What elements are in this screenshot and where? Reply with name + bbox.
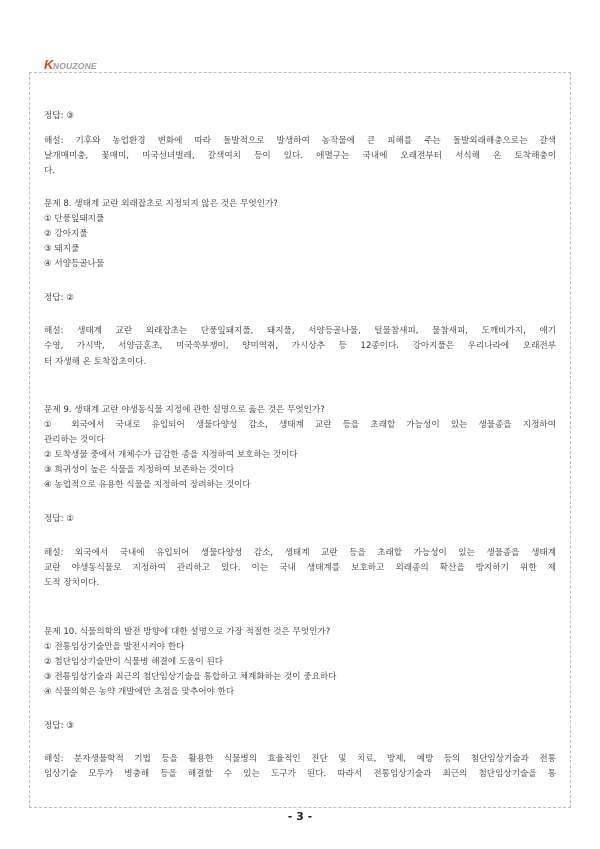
text-line: ③ 돼지풀 <box>44 244 80 254</box>
text-line: ① 단풍잎돼지풀 <box>44 214 105 224</box>
text-line: 교란 야생동식물로 지정하여 관리하고 있다. 이는 국내 생태계를 보호하고 외래종의 확산을 방지하기 위한 제 <box>44 563 556 573</box>
text-line: ④ 식물의학은 농약 개발에만 초점을 맞추어야 한다 <box>44 687 235 697</box>
text-line: ③ 희귀성이 높은 식물을 지정하여 보존하는 것이다 <box>44 465 235 475</box>
text-line: 터 자생해 온 토착잡초이다. <box>44 357 147 367</box>
text-line: 정답: ② <box>44 293 74 303</box>
text-line: 문제 8. 생태계 교란 외래잡초로 지정되지 않은 것은 무엇인가? <box>44 199 278 209</box>
text-line: 날개매미충, 꽃매미, 미국선녀벌레, 갈색여치 등이 있다. 애멸구는 국내에 오래전부터 서식해 온 토착해충이 <box>44 151 556 161</box>
text-line: 해설: 생태계 교란 외래잡초는 단풍잎돼지풀, 돼지풀, 서양등골나물, 털물참새피, 물참새피, 도깨비가지, 애기 <box>44 326 556 336</box>
text-line: ① 외국에서 국내로 유입되어 생물다양성 감소, 생태계 교란 등을 초래할 가능성이 있는 생물종을 지정하여 <box>44 420 556 430</box>
text-line: ② 토착생물 중에서 개체수가 급감한 종을 지정하여 보호하는 것이다 <box>44 450 298 460</box>
logo-wordmark: NOUZONE <box>52 61 97 71</box>
text-line: 해설: 기후와 농업환경 변화에 따라 돌발적으로 발생하여 농작물에 큰 피해를 주는 돌발외래해충으로는 갈색 <box>44 136 556 146</box>
text-line: 해설: 분자생물학적 기법 등을 활용한 식물병의 효율적인 진단 및 치료, 방제, 예방 등의 첨단임상기술과 전통 <box>44 754 556 764</box>
text-line: 다. <box>44 166 56 176</box>
text-line: 임상기술 모두가 병충해 등을 해결할 수 있는 도구가 된다. 따라서 전통임상기술과 최근의 첨단임상기술을 통 <box>44 769 556 779</box>
text-line: ④ 서양등골나물 <box>44 259 105 269</box>
knouzone-logo <box>44 57 97 71</box>
text-line: 관리하는 것이다 <box>44 435 105 445</box>
logo-letter: K <box>44 57 53 72</box>
text-line: ① 전통임상기술만을 발전시켜야 한다 <box>44 642 185 652</box>
text-line: 정답: ① <box>44 514 74 524</box>
text-line: ② 첨단임상기술만이 식물병 해결에 도움이 된다 <box>44 657 224 667</box>
text-line: ④ 농업적으로 유용한 식물을 지정하여 장려하는 것이다 <box>44 480 251 490</box>
text-line: 해설: 외국에서 국내에 유입되어 생물다양성 감소, 생태계 교란 등을 초래할 가능성이 있는 생물종을 생태계 <box>44 548 556 558</box>
text-line: 정답: ③ <box>44 721 74 731</box>
text-line: 문제 10. 식물의학의 발전 방향에 대한 설명으로 가장 적절한 것은 무엇인가? <box>44 627 331 637</box>
page-number: - 3 - <box>287 810 313 823</box>
text-line: ③ 전통임상기술과 최근의 첨단임상기술을 통합하고 체계화하는 것이 중요하다 <box>44 672 337 682</box>
text-line: 수영, 가시박, 서양금혼초, 미국쑥부쟁이, 양미역취, 가시상추 등 12종이다. 강아지풀은 우리나라에 오래전부 <box>44 341 556 351</box>
text-line: ② 강아지풀 <box>44 229 88 239</box>
text-line: 도적 장치이다. <box>44 578 100 588</box>
text-line: 정답: ③ <box>44 111 74 121</box>
text-line: 문제 9. 생태계 교란 야생동식물 지정에 관한 설명으로 옳은 것은 무엇인가? <box>44 405 325 415</box>
